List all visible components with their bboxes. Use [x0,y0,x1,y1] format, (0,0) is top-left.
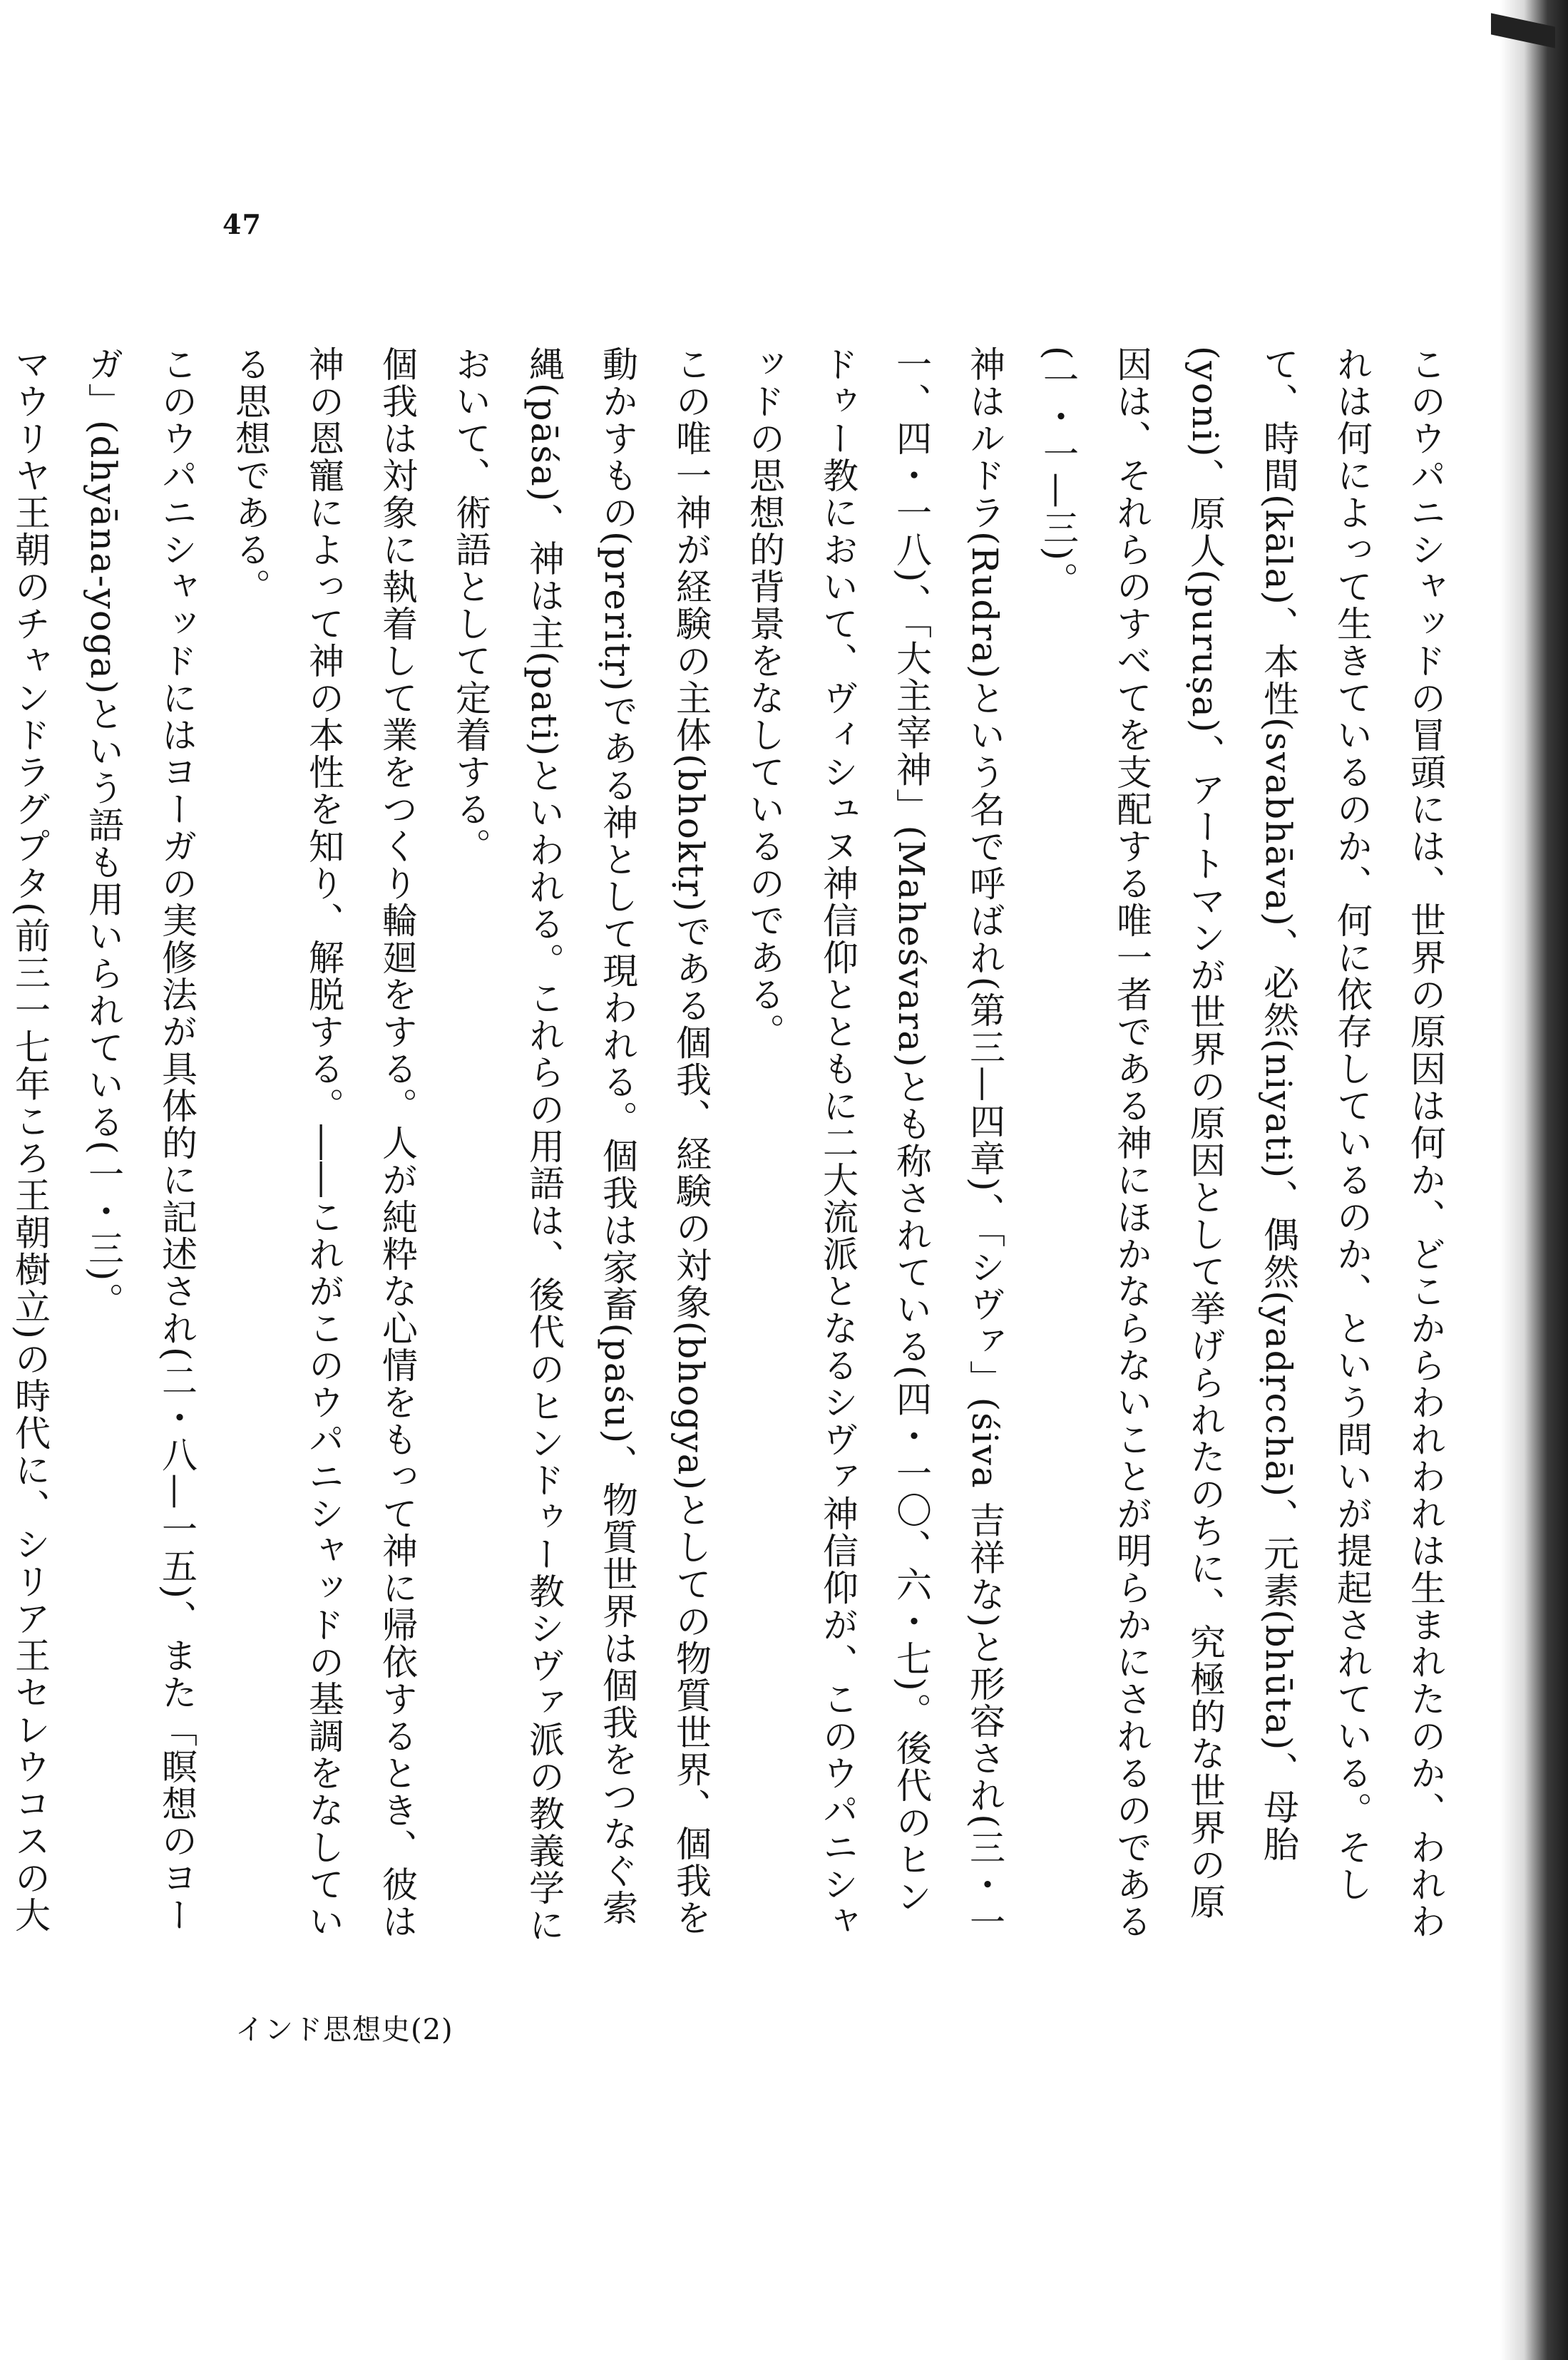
running-footer: インド思想史(2) [235,2013,454,2046]
paragraph: このウパニシャッドにはヨーガの実修法が具体的に記述され(二・八—一五)、また「瞑想のヨーガ」(dhyāna-yoga)という語も用いられている(一・三)。 [83,346,198,1934]
paragraph: このウパニシャッドの冒頭には、世界の原因は何か、どこからわれわれは生まれたのか、われわれは何によって生きているのか、何に依存しているのか、という問いが提起されている。そして、時間(kāla)、本性(svabhāva)、必然(niyati)、偶然(yadṛcchā)、元素(bhūta)、母胎(yoni)、原人(puruṣa)、アートマンが世界の原因として挙げられたのちに、究極的な世界の原因は、それらのすべてを支配する唯一者である神にほかならないことが明らかにされるのである(一・一—三)。 [1037,346,1446,1940]
page-number: 47 [222,208,262,240]
paragraph: 個我は対象に執着して業をつくり輪廻をする。人が純粋な心情をもって神に帰依するとき、彼は神の恩寵によって神の本性を知り、解脱する。――これがこのウパニシャッドの基調をなしている思想である。 [230,346,418,1940]
vertical-text-body [9,346,1462,1950]
paragraph: マウリヤ王朝のチャンドラグプタ(前三一七年ころ王朝樹立)の時代に、シリア王セレウコスの大 [9,346,51,1934]
paragraph: 神はルドラ(Rudra)という名で呼ばれ(第三—四章)、「シヴァ」(śiva 吉祥な)と形容され(三・一一、四・一八)、「大主宰神」(Maheśvara)とも称されている(四・一〇、六・七)。後代のヒンドゥー教において、ヴィシュヌ神信仰とともに二大流派となるシヴァ神信仰が、このウパニシャッドの思想的背景をなしているのである。 [744,346,1005,1941]
paragraph: この唯一神が経験の主体(bhoktṛ)である個我、経験の対象(bhogya)としての物質世界、個我を動かすもの(preritṛ)である神として現われる。個我は家畜(paśu)、物質世界は個我をつなぐ索縄(pāśa)、神は主(pati)といわれる。これらの用語は、後代のヒンドゥー教シヴァ派の教義学において、術語として定着する。 [450,346,712,1944]
page-edge-shadow [1500,0,1568,2360]
